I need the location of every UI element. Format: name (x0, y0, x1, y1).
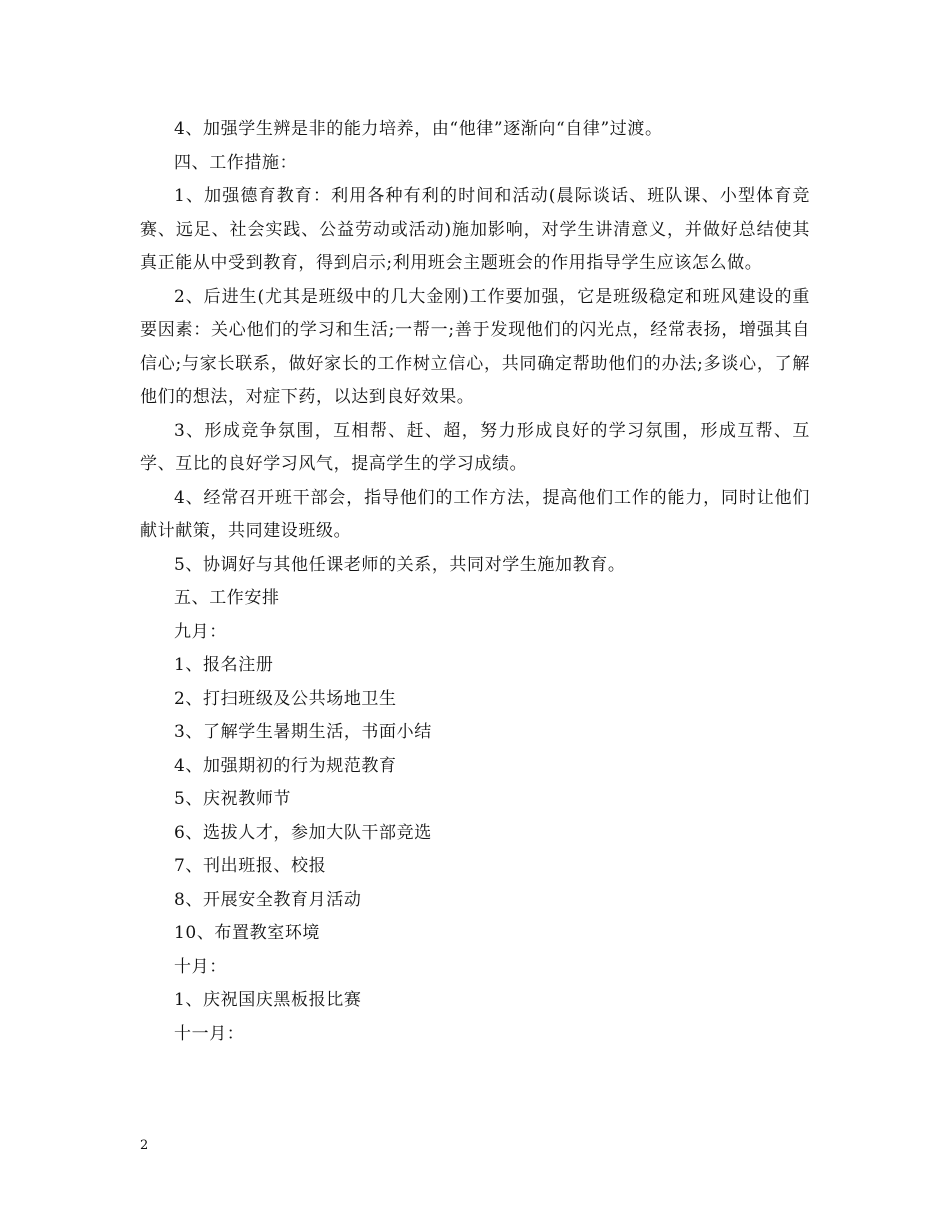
document-body (140, 113, 810, 1051)
paragraph: 4、加强学生辨是非的能力培养，由“他律”逐渐向“自律”过渡。 (174, 119, 663, 139)
paragraph: 4、经常召开班干部会，指导他们的工作方法，提高他们工作的能力，同时让他们献计献策，共同建设班级。 (140, 487, 810, 541)
list-item: 2、打扫班级及公共场地卫生 (174, 688, 397, 709)
list-item: 7、刊出班报、校报 (174, 856, 327, 876)
month-heading-october: 十月： (174, 956, 227, 977)
paragraph: 2、后进生(尤其是班级中的几大金刚)工作要加强，它是班级稳定和班风建设的重要因素：关心他们的学习和生活;一帮一;善于发现他们的闪光点，经常表扬，增强其自信心;与家长联系，做好家长的工作树立信心，共同确定帮助他们的办法;多谈心，了解他们的想法，对症下药，以达到良好效果。 (140, 286, 810, 407)
section-heading-schedule: 五、工作安排 (174, 588, 280, 608)
list-item: 1、庆祝国庆黑板报比赛 (174, 990, 362, 1010)
paragraph: 5、协调好与其他任课老师的关系，共同对学生施加教育。 (174, 554, 626, 575)
paragraph: 3、形成竞争氛围，互相帮、赶、超，努力形成良好的学习氛围，形成互帮、互学、互比的良好学习风气，提高学生的学习成绩。 (140, 420, 810, 474)
page-number: 2 (140, 1138, 149, 1153)
list-item: 6、选拔人才，参加大队干部竞选 (174, 822, 432, 843)
month-heading-november: 十一月： (174, 1023, 245, 1044)
list-item: 8、开展安全教育月活动 (174, 889, 362, 910)
section-heading-measures: 四、工作措施： (174, 152, 298, 173)
list-item: 5、庆祝教师节 (174, 789, 292, 809)
list-item: 3、了解学生暑期生活，书面小结 (174, 722, 432, 742)
list-item: 10、布置教室环境 (174, 923, 321, 943)
month-heading-september: 九月： (174, 621, 227, 642)
list-item: 4、加强期初的行为规范教育 (174, 755, 397, 776)
paragraph: 1、加强德育教育：利用各种有利的时间和活动(晨际谈话、班队课、小型体育竞赛、远足、社会实践、公益劳动或活动)施加影响，对学生讲清意义，并做好总结使其真正能从中受到教育，得到启示;利用班会主题班会的作用指导学生应该怎么做。 (140, 186, 810, 273)
list-item: 1、报名注册 (174, 655, 274, 675)
